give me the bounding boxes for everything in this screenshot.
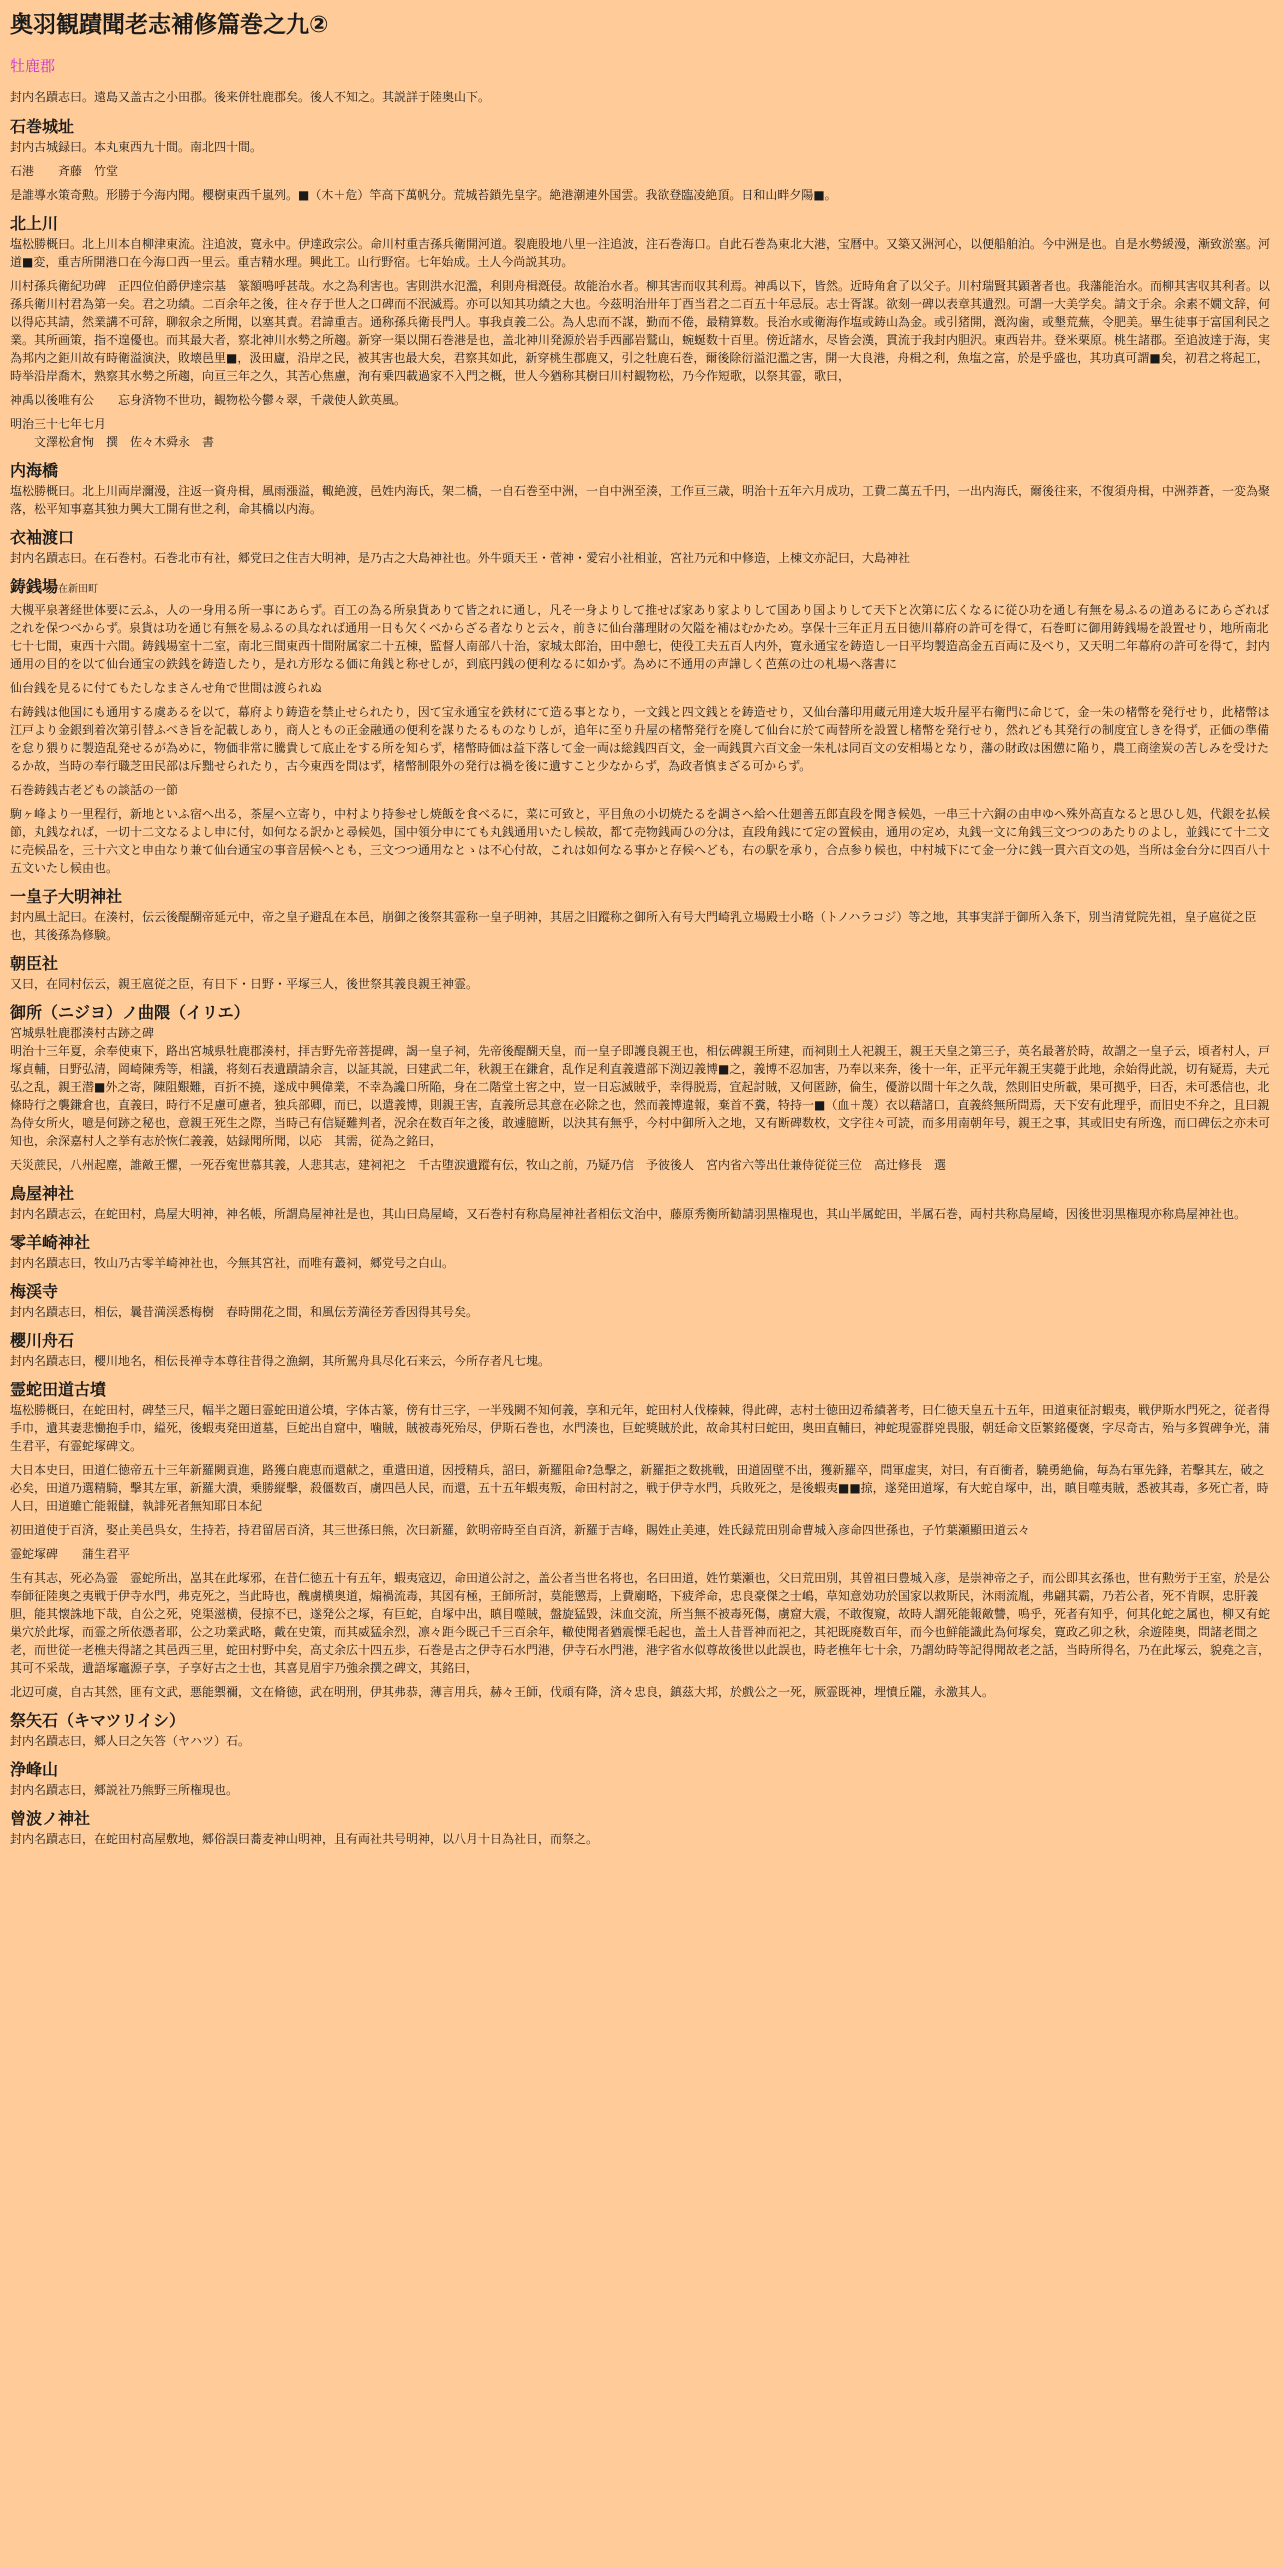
section-heading-text: 鋳銭場 [10,577,59,596]
section-heading [10,1759,1274,1781]
section [10,1232,1274,1272]
section-heading-text: 内海橋 [10,461,59,480]
section-paragraph: 封内名蹟志曰，郷人曰之矢答（ヤハツ）石。 [10,1734,251,1748]
section-paragraph: 大槻平泉著経世体要に云ふ，人の一身用る所一事にあらず。百工の為る所泉貨ありて皆之れに通し，凡そ一身よりして推せば家あり家よりして国あり国よりして天下と次第に広くなるに従ひ功を通し有無を易ふるの道あるにあらざれば之れを保つべからず。泉貨は功を通じ有無を易ふるの具なれば通用一日も欠くべからざる者なりと云々，前きに仙台藩理財の欠隘を補はむかため。享保十三年正月五日徳川幕府の許可を得て，石巻町に御用鋳銭場を設置せり，地所南北七十七間，東西十六間。鋳銭場室十二室，南北三間東西十間附属家二十五棟，監督人南部八十治，家城太郎治，田中憩七，使役工夫五百人内外，寛永通宝を鋳造し一日平均製造高金五百両に及べり，又天明二年幕府の許可を得て，封内通用の目的を以て仙台通宝の鉄銭を鋳造したり，是れ方形なる価に角銭と称せしが，到底円銭の便利なるに如かず。為めに不通用の声譁しく芭蕉の辻の札場へ落書に [10,603,1270,671]
section-subheading: 宮城県牡鹿郡湊村古跡之碑 [10,1026,155,1040]
section-heading [10,953,1274,975]
section-paragraph: 川村孫兵衛紀功碑 正四位伯爵伊達宗基 篆額鳴呼甚哉。水之為利害也。害則洪水氾濫，利則舟楫漑侵。故能治水者。柳其害而収其利焉。神禹以下，皆然。近時角倉了以父子。川村瑞賢其顕著者也。我藩能治水。而柳其害収其利者。以孫兵衛川村君為第一矣。君之功績。二百余年之後，往々存于世人之口碑而不泯滅焉。亦可以知其功績之大也。今茲明治卅年丁酉当君之二百五十年忌辰。志士胥謀。欲刻一碑以表章其遺烈。可謂一大美学矣。請文于余。余素不嫺文辞，何以得応其請，然業講不可辞，聊叙余之所聞，以塞其責。君諱重吉。通称孫兵衛長門人。事我貞義二公。為人忠而不謀，勤而不倦，最精算数。長治水或衛海作塩或鋳山為金。或引猪開，漑沟歯，或墾荒蕪，令肥美。畢生徒事于富国利民之業。其所画策，指不遑優也。而其最大者，察北神川水勢之所趨。新穿一渠以開石巻港是也，盖北神川発源於岩手西鄙岩鷲山，蜿蜒数十百里。傍近諸水，尽皆会漢，貫流于我封内胆沢。東西岩井。登米栗原。桃生諸郡。至追波達于海，実為邦内之鉅川故有時衛溢演決，敗壊邑里■，汲田廬，沿岸之民，被其害也最大矣，君察其如此，新穿桃生郡鹿又，引之牡鹿石巻，爾後除衍溢氾濫之害，開一大良港，舟楫之利，魚塩之富，於是乎盛也，其功真可謂■矣，初君之将起工，時举沿岸喬木，熟察其水勢之所趨，向亘三年之久，其苦心焦慮，洵有乗四載過家不入門之概，世人今猶称其樹曰川村観物松，乃今作短歌，以祭其霊，歌曰， [10,279,1271,383]
page-title: 奥羽観蹟聞老志補修篇巻之九② [10,12,329,38]
section-paragraph: 塩松勝概曰。北上川両岸濔漫，注返一資舟楫，風雨漲溢，輙絶渡，邑姓内海氏，架二橋，一自石巻至中洲，一自中洲至湊，工作亘三歳，明治十五年六月成功，工費二萬五千円，一出内海氏，爾後往来，不復須舟楫，中洲莽蒼，一変為聚落，松平知事嘉其独力興大工開有世之利，命其橋以内海。 [10,484,1271,516]
section-heading-text: 浄峰山 [10,1760,59,1779]
section-heading [10,1002,1274,1024]
section-heading [10,213,1274,235]
section-heading [10,527,1274,549]
section-paragraph: 封内古城録曰。本丸東西九十間。南北四十間。 [10,140,263,154]
section-paragraph: 天災蔗民，八州起塵，誰敵王懼，一死吞寃世慕其義，人悲其志，建祠祀之 千古堕涙遺蹤有伝，牧山之前，乃疑乃信 予彼後人 宮内省六等出仕兼侍従従三位 高辻修長 選 [10,1158,947,1172]
intro-paragraph: 封内名蹟志曰。遠島又盖古之小田郡。後来併牡鹿郡矣。後人不知之。其説詳于陸奥山下。 [10,90,491,104]
section-paragraph: 封内名蹟志曰，相伝，曩昔満渓悉梅樹 春時開花之間，和風伝芳満径芳香因得其号矣。 [10,1305,479,1319]
section-paragraph: 初田道使于百済，娶止美邑呉女，生持若，持君留居百済，其三世孫曰熊，次曰新羅，欽明帝時至自百済，新羅于吉峰，賜姓止美連，姓氏録荒田別命曹城入彦命四世孫也，子竹葉瀬顯田道云々 [10,1523,1031,1537]
section [10,1330,1274,1370]
section-paragraph: 塩松勝概曰。北上川本自柳津東流。注追波，寛永中。伊達政宗公。命川村重吉孫兵衛開河道。裂鹿股地八里一注追波，注石巻海口。自此石巻為東北大港，宝暦中。又築又洲河心，以便船舶泊。今中洲是也。自是水勢緩漫，漸致淤塞。河道■変，重吉所開港口在今海口西一里云。重吉精水理。興此工。山行野宿。七年始成。土人今尚説其功。 [10,237,1271,269]
section-heading-text: 曾波ノ神社 [10,1809,91,1828]
district-label: 牡鹿郡 [10,57,56,75]
section-paragraph: 大日本史曰，田道仁徳帝五十三年新羅闕貢進，路獲白鹿恵而還献之，重遣田道，因授精兵，詔曰，新羅阻命?急擊之，新羅拒之数挑戦，田道固壁不出，獲新羅卒，問軍虚実，対曰，有百衝者，驍勇絶倫，毎為右軍先鋒，若擊其左，破之必矣，田道乃選精騎，擊其左軍，新羅大潰，乗勝縦擊，殺僵数百，虜四邑人民，而還，五十五年蝦夷叛，命田村討之，戦于伊寺水門，兵敗死之，是後蝦夷■■掠，遂発田道塚，有大蛇自塚中，出，瞋目噬夷賊，悉被其毒，多死亡者，時人曰，田道雖亡能報讎，執誹死者無知耶日本紀 [10,1463,1269,1513]
section [10,576,1274,877]
section-paragraph: 封内名蹟志曰，郷説社乃熊野三所権現也。 [10,1783,239,1797]
section [10,1183,1274,1223]
section [10,1379,1274,1701]
section-paragraph: 塩松勝概曰，在蛇田村，碑埜三尺，幅半之題曰霊蛇田道公墳，字体古篆，傍有廿三字，一半残闕不知何義，享和元年，蛇田村人伐榛棘，得此碑，志村士徳田辺希績著考，曰仁徳天皇五十五年，田道東征討蝦夷，戦伊斯水門死之，従者得手巾，遺其妻悲慟抱手巾，縊死，後蝦夷発田道墓，巨蛇出自窟中，噛賊，賊被毒死殆尽，伊斯石巻也，水門湊也，巨蛇獎賊於此，故命其村曰蛇田，奥田直輔曰，神蛇現霊群兇畏服，朝廷命文臣繁銘優褒，字尽奇古，殆与多賀碑争光，蒲生君平，有霊蛇塚碑文。 [10,1403,1271,1453]
section [10,116,1274,204]
sections-container [10,116,1274,1848]
section-heading-text: 北上川 [10,214,59,233]
section-heading-text: 衣袖渡口 [10,528,75,547]
section-heading [10,1281,1274,1303]
section-paragraph: 封内名蹟志云，在蛇田村，鳥屋大明神，神名帳，所謂鳥屋神社是也，其山曰鳥屋崎，又石巻村有称鳥屋神社者相伝文治中，藤原秀衡所勧請羽黒権現也，其山半属蛇田，半属石巻，両村共称鳥屋崎，因後世羽黒権現亦称鳥屋神社也。 [10,1207,1247,1221]
section-paragraph: 明治十三年夏，余奉使東下，路出宮城県牡鹿郡湊村，拝吉野先帝菩提碑，謁一皇子祠，先帝後醍醐天皇，而一皇子即護良親王也，相伝碑親王所建，而祠則土人祀親王，親王天皇之第三子，英名最著於時，故謂之一皇子云，頃者村人，戸塚貞輔，日野弘清，岡崎陳秀等，相議，将刻石表遺蹟請余言，以証其説，曰建武二年，秋親王在鎌倉，乱作足利直義遣部下渕辺義博■之，義博不忍加害，乃奉以来奔，後十一年，正平元年親王実薨于此地，余始得此説，切有疑焉，夫元弘之乱，親王潜■外之寄，陳阻艱難，百折不撓，遂成中興偉業，不幸為讒口所陥，身在二階堂土窖之中，豈一日忘滅賊乎，幸得脱焉，宜起討賊，又何匿跡，倫生，優游以間十年之久哉，然則旧史所載，果可拠乎，曰否，未可悉信也，北條時行之襲鎌倉也，直義曰，時行不足慮可慮者，独兵部卿，而已，以遣義博，則親王害，直義所忌其意在必除之也，然而義博違報，棄首不糞，特持一■（血＋蔑）衣以藉諸口，直義終無所問焉，天下安有此理乎，而旧史不弁之，且曰親為侍女所火，噫是何跡之秘也，意親王死生之際，当時己有信疑難判者，況余在数百年之後，敢遽臆断，以決其有無乎，今村中御所入之地，又有断碑数枚，文字往々可読，而多用南朝年号，親王之事，其或旧史有所逸，而口碑伝之亦未可知也，余深嘉村人之挙有志於恢仁義義，姑録聞所聞，以応 其需，従為之銘曰， [10,1044,1271,1148]
section-heading [10,576,1274,601]
section-heading-note: 在新田町 [58,584,99,595]
section-heading-text: 御所（ニジヨ）ノ曲隈（イリエ） [10,1003,250,1022]
section-heading [10,1808,1274,1830]
section-heading [10,1710,1274,1732]
section-heading [10,1330,1274,1352]
section [10,953,1274,993]
section-heading-text: 梅渓寺 [10,1282,59,1301]
section-heading-text: 石巻城址 [10,117,75,136]
section-heading-text: 祭矢石（キマツリイシ） [10,1711,186,1730]
section [10,1808,1274,1848]
section-paragraph: 明治三十七年七月 文澤松倉恂 撰 佐々木舜永 書 [10,417,215,449]
section-paragraph: 是誰導水策奇勲。形勝于今海内聞。櫻樹東西千嵐列。■（木＋危）竿高下萬帆分。荒城苔鎖先皇字。絶港潮連外国雲。我欲登臨凌絶頂。日和山畔夕陽■。 [10,188,837,202]
section-heading [10,1232,1274,1254]
section-heading [10,1183,1274,1205]
section-heading-text: 鳥屋神社 [10,1184,75,1203]
section-heading [10,1379,1274,1401]
section-paragraph: 仙台銭を見るに付てもたしなまさんせ角で世間は渡られぬ [10,681,323,695]
section-heading-text: 朝臣社 [10,954,59,973]
section [10,527,1274,567]
section-paragraph: 生有其志，死必為霊 霊蛇所出，嵓其在此塚邪，在昔仁徳五十有五年，蝦夷寇辺，命田道公討之，盖公者当世名将也，名曰田道，姓竹葉瀬也，父曰荒田別，其曽祖曰豊城入彦，是崇神帝之子，而公即其玄孫也，世有勲労于王室，於是公奉師征陸奥之夷戦于伊寺水門，弗克死之，当此時也，醜虜横奥道，煽禍流毒，其図有極，王師所討，莫能懲焉，上費廟略，下疲斧命，忠良豪傑之士嶋，草知意効功於国家以救斯民，沐雨流胤，弗翩其霸，乃若公者，死不肯瞑，忠肝義胆，能其懐誅地下哉，自公之死，兇渠滋横，侵掠不已，遂発公之塚，有巨蛇，自塚中出，瞋目噬賊，盤旋猛毀，沫血交流，所当無不被毒死傷，虜窟大震，不敢復窺，故時人謂死能報敵讐，嗚乎，死者有知乎，何其化蛇之属也，柳又有蛇巣穴於此塚，而霊之所依憑者耶，公之功業武略，戴在史策，而其威猛余烈，凛々距今既己千三百余年，轍使聞者猶震慄毛起也，盖土人昔晋神而祀之，其祀既廃数百年，而今也鮮能識此為何塚矣，寛政乙卯之秋，余遊陸奥，問諸老間之老，而世従一老樵夫得諸之其邑西三里，蛇田村野中矣，高丈余広十四五歩，石巻是古之伊寺石水門港，伊寺石水門港，港字省水似尊故後世以此誤也，時老樵年七十余，乃謂幼時等記得聞故老之話，当時所得名，乃在此塚云，貌堯之言，其可不采哉，遺語塚竈源子享，子享好古之士也，其喜見眉宇乃強余撰之碑文，其銘曰， [10,1571,1271,1675]
section [10,1759,1274,1799]
section [10,886,1274,944]
section-paragraph: 石巻鋳銭古老どもの談話の一節 [10,783,179,797]
section [10,1281,1274,1321]
section-heading [10,886,1274,908]
section-heading-text: 霊蛇田道古墳 [10,1380,107,1399]
section-paragraph: 封内名蹟志曰，牧山乃古零羊崎神社也，今無其宮社，而唯有叢祠，郷党号之白山。 [10,1256,455,1270]
section [10,1002,1274,1174]
section-heading-text: 零羊崎神社 [10,1233,91,1252]
section-heading [10,116,1274,138]
section-heading-text: 一皇子大明神社 [10,887,123,906]
section-paragraph: 神禹以後唯有公 忘身済物不世功，観物松今鬱々翠，千歳使人欽英風。 [10,393,407,407]
section-paragraph: 封内名蹟志曰，在蛇田村高屋敷地，郷俗誤曰蕎麦神山明神，且有両社共号明神，以八月十日為社日，而祭之。 [10,1832,599,1846]
section-paragraph: 封内名蹟志曰，櫻川地名，相伝長禅寺本尊往昔得之漁網，其所駕舟具尽化石来云，今所存者凡七塊。 [10,1354,551,1368]
section-paragraph: 石港 斉藤 竹堂 [10,164,119,178]
section-heading [10,460,1274,482]
section-paragraph: 又曰，在同村伝云，親王扈従之臣，有日下・日野・平塚三人，後世祭其義良親王神霊。 [10,977,479,991]
section [10,1710,1274,1750]
section [10,460,1274,518]
section-paragraph: 駒ヶ峰より一里程行，新地といふ宿へ出る，茶屋へ立寄り，中村より持参せし焼飯を食べるに，菜に可致と，平目魚の小切焼たるを調さへ給へ仕廻善五郎直段を聞き候処，一串三十六銅の由申ゆへ殊外高直なると思ひし処，代銀を払候節，丸銭なれば，一切十二文なるよし申に付，如何なる訳かと尋候処，国中領分申にても丸銭通用いたし候故，都て売物銭両ひの分は，直段角銭にて定の置候由，通用の定め，丸銭一文に角銭三文つつのあたりのよし，並銭にて十二文に売候品を，三十六文と申由なり兼て仙台通宝の事音居候へとも，三文つつ通用なとゝは不心付故，これは如何なる事かと存候へども，右の駅を承り，合点参り候也，中村城下にて金一分に銭一貫六百文の処，当所は金台分に四百八十五文いたし候由也。 [10,807,1271,875]
section-paragraph: 霊蛇塚碑 蒲生君平 [10,1547,131,1561]
section-paragraph: 封内風土記曰。在湊村，伝云後醍醐帝延元中，帝之皇子避乱在本邑，崩御之後祭其霊称一皇子明神，其居之旧蹤称之御所入有号大門崎乳立場殿士小略（トノハラコジ）等之地，其事実詳于御所入条下，別当清覚院先祖，皇子扈従之臣也，其後孫為修験。 [10,910,1257,942]
section-heading-text: 櫻川舟石 [10,1331,75,1350]
section-paragraph: 右鋳銭は他国にも通用する虞あるを以て，幕府より鋳造を禁止せられたり，因て宝永通宝を鉄材にて造る事となり，一文銭と四文銭とを鋳造せり，又仙台藩印用蔵元用達大坂升屋平右衛門に命じて，金一朱の楮幣を発行せり，此楮幣は江戸より金銀到着次第引替ふべき旨を記載しあり，商人ともの正金融通の便利を謀りたるものなりしが，追年に至り升屋の楮幣発行を廃して仙台に於て両替所を設置し楮幣を発行せり，然れども其発行の制度宜しきを得ず，正価の準備を怠り猥りに製造乱発せるが為めに，物価非常に騰貴して底止をする所を知らず，楮幣時価は益下落して金一両は総銭四百文，金一両銭貫六百文金一朱札は同百文の安相場となり，藩の財政は困憊に陥り，農工商塗炭の苦しみを受けたるか故，当時の奉行職芝田民部は斥黜せられたり，古今東西を問はず，楮幣制限外の発行は禍を後に遺すこと少なからず，為政者慎まざる可からず。 [10,705,1270,773]
section-paragraph: 北辺可虞，自古其然，匪有文武，悪能禦禰，文在脩徳，武在明刑，伊其弗恭，薄言用兵，赫々王師，伐頑有降，済々忠良，鎮茲大邦，於戲公之一死，厥霊既神，埋憤丘隴，永激其人。 [10,1685,995,1699]
section [10,213,1274,451]
section-paragraph: 封内名蹟志曰。在石巻村。石巻北市有社，郷党曰之住吉大明神，是乃古之大島神社也。外牛頭天王・菅神・愛宕小社相並，宮社乃元和中修造，上棟文亦記曰，大島神社 [10,551,911,565]
